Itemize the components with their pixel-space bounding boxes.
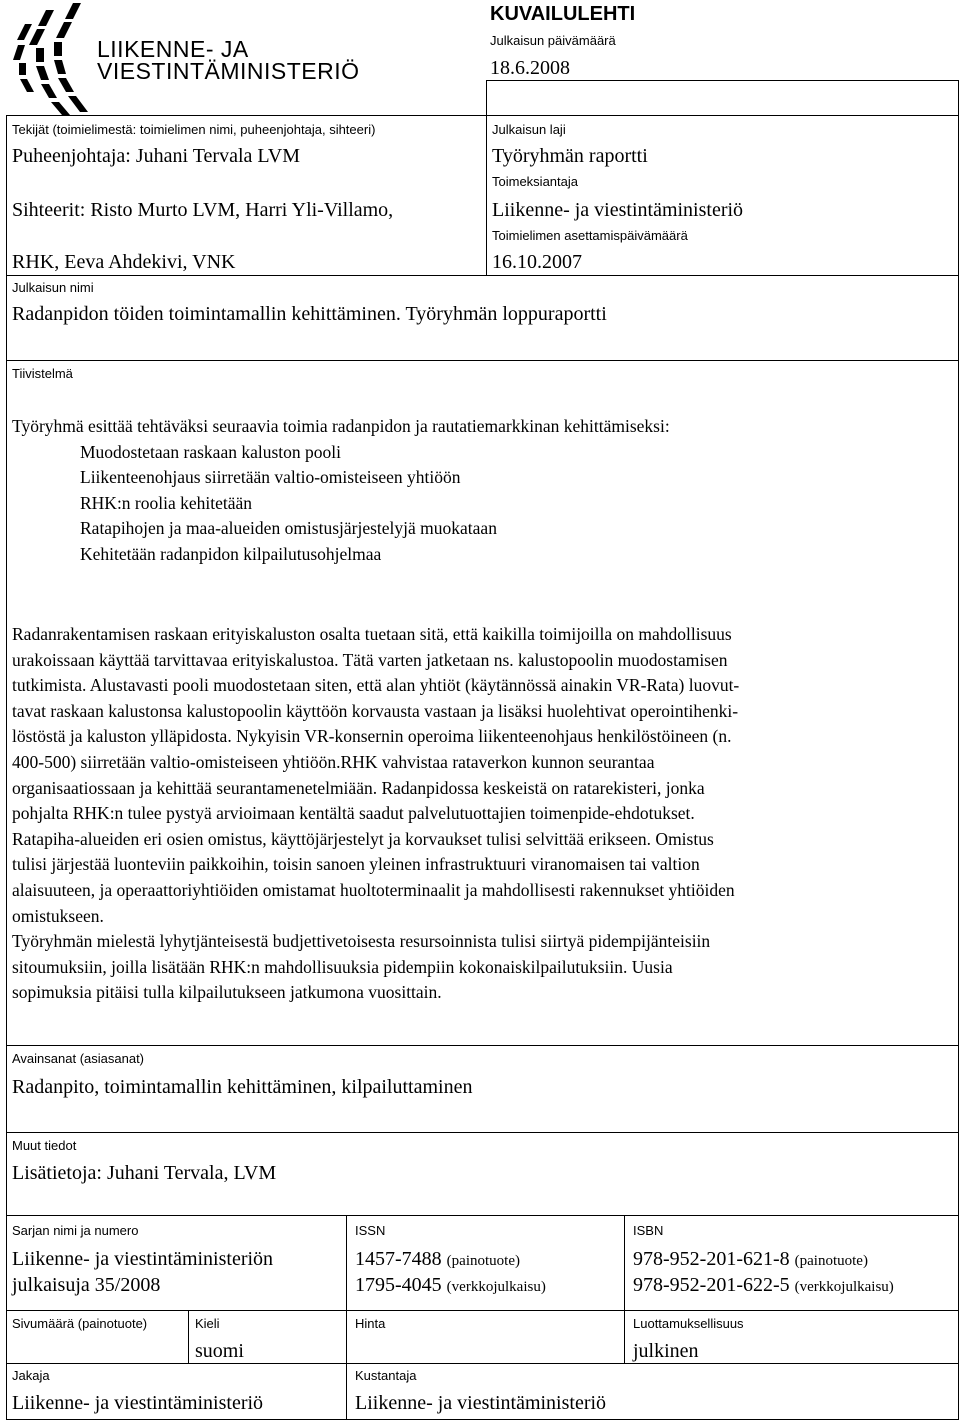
abstract-body-line: Radanrakentamisen raskaan erityiskaluston osalta tuetaan sitä, että kaikilla toimijoilla on mahdollisuus: [12, 624, 732, 644]
keywords-bottom-divider: [6, 1132, 959, 1133]
form-right-border: [958, 80, 959, 1419]
chair-value: Puheenjohtaja: Juhani Tervala LVM: [12, 145, 300, 167]
abstract-body-line: Työryhmän mielestä lyhytjänteisestä budjettivetoisesta resursoinnista tulisi siirtyä pidempijänteisiin: [12, 931, 711, 952]
col-divider-pages-language: [188, 1310, 189, 1363]
abstract-body-line: tavat raskaan kalustonsa kalustopoolin käyttöön korvausta vastaan ja lisäksi huolehtivat operointihenki-: [12, 700, 739, 721]
other-info-bottom-divider: [6, 1215, 959, 1216]
pages-label: Sivumäärä (painotuote): [12, 1316, 148, 1331]
series-bottom-divider: [6, 1310, 959, 1311]
header-vertical-divider: [486, 80, 487, 115]
publication-type-value: Työryhmän raportti: [492, 145, 648, 167]
isbn-web-note: (verkkojulkaisu): [794, 1279, 894, 1295]
abstract-section: [12, 414, 952, 568]
ministry-name-line2: VIESTINTÄMINISTERIÖ: [97, 58, 360, 84]
isbn-web: [633, 1273, 894, 1299]
abstract-body-line: urakoissaan käyttää tarvittavaa erityiskalustoa. Tätä varten jatketaan ns. kalustopoolin muodostamisen: [12, 649, 728, 670]
authors-label: Tekijät (toimielimestä: toimielimen nimi, puheenjohtaja, sihteeri): [12, 122, 376, 137]
abstract-item: Ratapihojen ja maa-alueiden omistusjärjestelyjä muokataan: [80, 518, 497, 539]
abstract-item: Liikenteenohjaus siirretään valtio-omisteiseen yhtiöön: [80, 467, 461, 488]
ministry-logo-icon: [6, 0, 106, 115]
secretaries-line2: RHK, Eeva Ahdekivi, VNK: [12, 251, 236, 273]
isbn-print: [633, 1247, 868, 1273]
abstract-body-line: tutkimista. Alustavasti pooli muodostetaan siten, että alan yhtiöt (käytännössä ainakin VR-Rata) luovut-: [12, 675, 740, 696]
isbn-print-number: 978-952-201-621-8: [633, 1248, 790, 1270]
language-value: suomi: [195, 1340, 244, 1362]
series-line2: julkaisuja 35/2008: [12, 1274, 161, 1296]
header-divider-right: [486, 80, 959, 81]
publication-type-label: Julkaisun laji: [492, 122, 566, 137]
abstract-body-line: Ratapiha-alueiden eri osien omistus, käyttöjärjestelyt ja korvaukset tulisi selvittää erikseen. Omistus: [12, 828, 714, 849]
secretaries-line1: Sihteerit: Risto Murto LVM, Harri Yli-Villamo,: [12, 199, 394, 221]
confidentiality-label: Luottamuksellisuus: [633, 1316, 744, 1331]
commissioner-value: Liikenne- ja viestintäministeriö: [492, 199, 744, 221]
name-bottom-divider: [6, 360, 959, 361]
issn-label: ISSN: [355, 1223, 386, 1238]
setup-date-label: Toimielimen asettamispäivämäärä: [492, 228, 688, 243]
issn-web: [355, 1273, 546, 1299]
language-label: Kieli: [195, 1316, 220, 1331]
abstract-body: [12, 622, 952, 1006]
pages-bottom-divider: [6, 1363, 959, 1364]
abstract-item: RHK:n roolia kehitetään: [80, 492, 253, 513]
abstract-body-line: löstöstä ja kaluston ylläpidosta. Nykyisin VR-konsernin operoima liikenteenohjaus henkilöstöineen (n.: [12, 726, 732, 747]
col-divider-2: [624, 1215, 625, 1363]
document-type-title: KUVAILULEHTI: [490, 3, 636, 25]
abstract-body-line: sitoumuksiin, joilla lisätään RHK:n mahdollisuuksia pidempiin kokonaiskilpailutuksiin. Uusia: [12, 956, 673, 977]
series-line1: Liikenne- ja viestintäministeriön: [12, 1248, 274, 1270]
keywords-value: Radanpito, toimintamallin kehittäminen, kilpailuttaminen: [12, 1076, 473, 1098]
header-divider: [6, 115, 959, 116]
publisher-value: Liikenne- ja viestintäministeriö: [355, 1392, 607, 1414]
ministry-name-line1: LIIKENNE- JA: [97, 36, 249, 62]
abstract-body-line: omistukseen.: [12, 905, 104, 926]
abstract-body-line: 400-500) siirretään valtio-omisteiseen yhtiöön.RHK vahvistaa rataverkon kunnon seurantaa: [12, 751, 655, 772]
abstract-body-line: pohjalta RHK:n tulee pystyä arvioimaan kentältä saadut palvelutuottajien toimenpide-ehdotukset.: [12, 803, 695, 824]
form-left-border: [6, 115, 7, 1419]
authors-divider: [486, 115, 487, 275]
publication-name-label: Julkaisun nimi: [12, 280, 94, 295]
issn-print-note: (painotuote): [446, 1253, 520, 1269]
publication-date-label: Julkaisun päivämäärä: [490, 33, 616, 48]
series-label: Sarjan nimi ja numero: [12, 1223, 139, 1238]
setup-date-value: 16.10.2007: [492, 251, 582, 273]
isbn-label: ISBN: [633, 1223, 664, 1238]
issn-web-note: (verkkojulkaisu): [446, 1279, 546, 1295]
distribution-label: Jakaja: [12, 1368, 50, 1383]
issn-print: [355, 1247, 520, 1273]
publication-date-value: 18.6.2008: [490, 57, 570, 79]
abstract-body-line: organisaatiossaan ja kehittää seurantamenetelmiään. Radanpidossa keskeistä on ratarekisteri, jonka: [12, 777, 705, 798]
keywords-label: Avainsanat (asiasanat): [12, 1051, 145, 1066]
abstract-body-line: alaisuuteen, ja operaattoriyhtiöiden omistamat huoltoterminaalit ja mahdollisesti rakennukset yhtiöiden: [12, 879, 735, 900]
confidentiality-value: julkinen: [633, 1340, 699, 1362]
abstract-label: Tiivistelmä: [12, 366, 73, 381]
distribution-value: Liikenne- ja viestintäministeriö: [12, 1392, 264, 1414]
commissioner-label: Toimeksiantaja: [492, 174, 578, 189]
isbn-web-number: 978-952-201-622-5: [633, 1274, 790, 1296]
col-divider-1: [346, 1215, 347, 1419]
abstract-bottom-divider: [6, 1045, 959, 1046]
publisher-label: Kustantaja: [355, 1368, 417, 1383]
isbn-print-note: (painotuote): [794, 1253, 868, 1269]
price-label: Hinta: [355, 1316, 386, 1331]
abstract-body-line: tulisi järjestää luonteviin paikkoihin, toisin sanoen yleinen infrastruktuuri viranomaisen tai valtion: [12, 854, 700, 875]
abstract-intro: Työryhmä esittää tehtäväksi seuraavia toimia radanpidon ja rautatiemarkkinan kehittämiseksi:: [12, 416, 670, 436]
abstract-body-line: sopimuksia pitäisi tulla kilpailutukseen jatkumona vuosittain.: [12, 982, 442, 1003]
issn-web-number: 1795-4045: [355, 1274, 442, 1296]
abstract-item: Kehitetään radanpidon kilpailutusohjelmaa: [80, 543, 382, 564]
abstract-item: Muodostetaan raskaan kaluston pooli: [80, 441, 341, 462]
authors-bottom-divider: [6, 275, 959, 276]
other-info-value: Lisätietoja: Juhani Tervala, LVM: [12, 1162, 277, 1184]
other-info-label: Muut tiedot: [12, 1138, 77, 1153]
issn-print-number: 1457-7488: [355, 1248, 442, 1270]
publication-name-value: Radanpidon töiden toimintamallin kehittäminen. Työryhmän loppuraportti: [12, 303, 607, 325]
